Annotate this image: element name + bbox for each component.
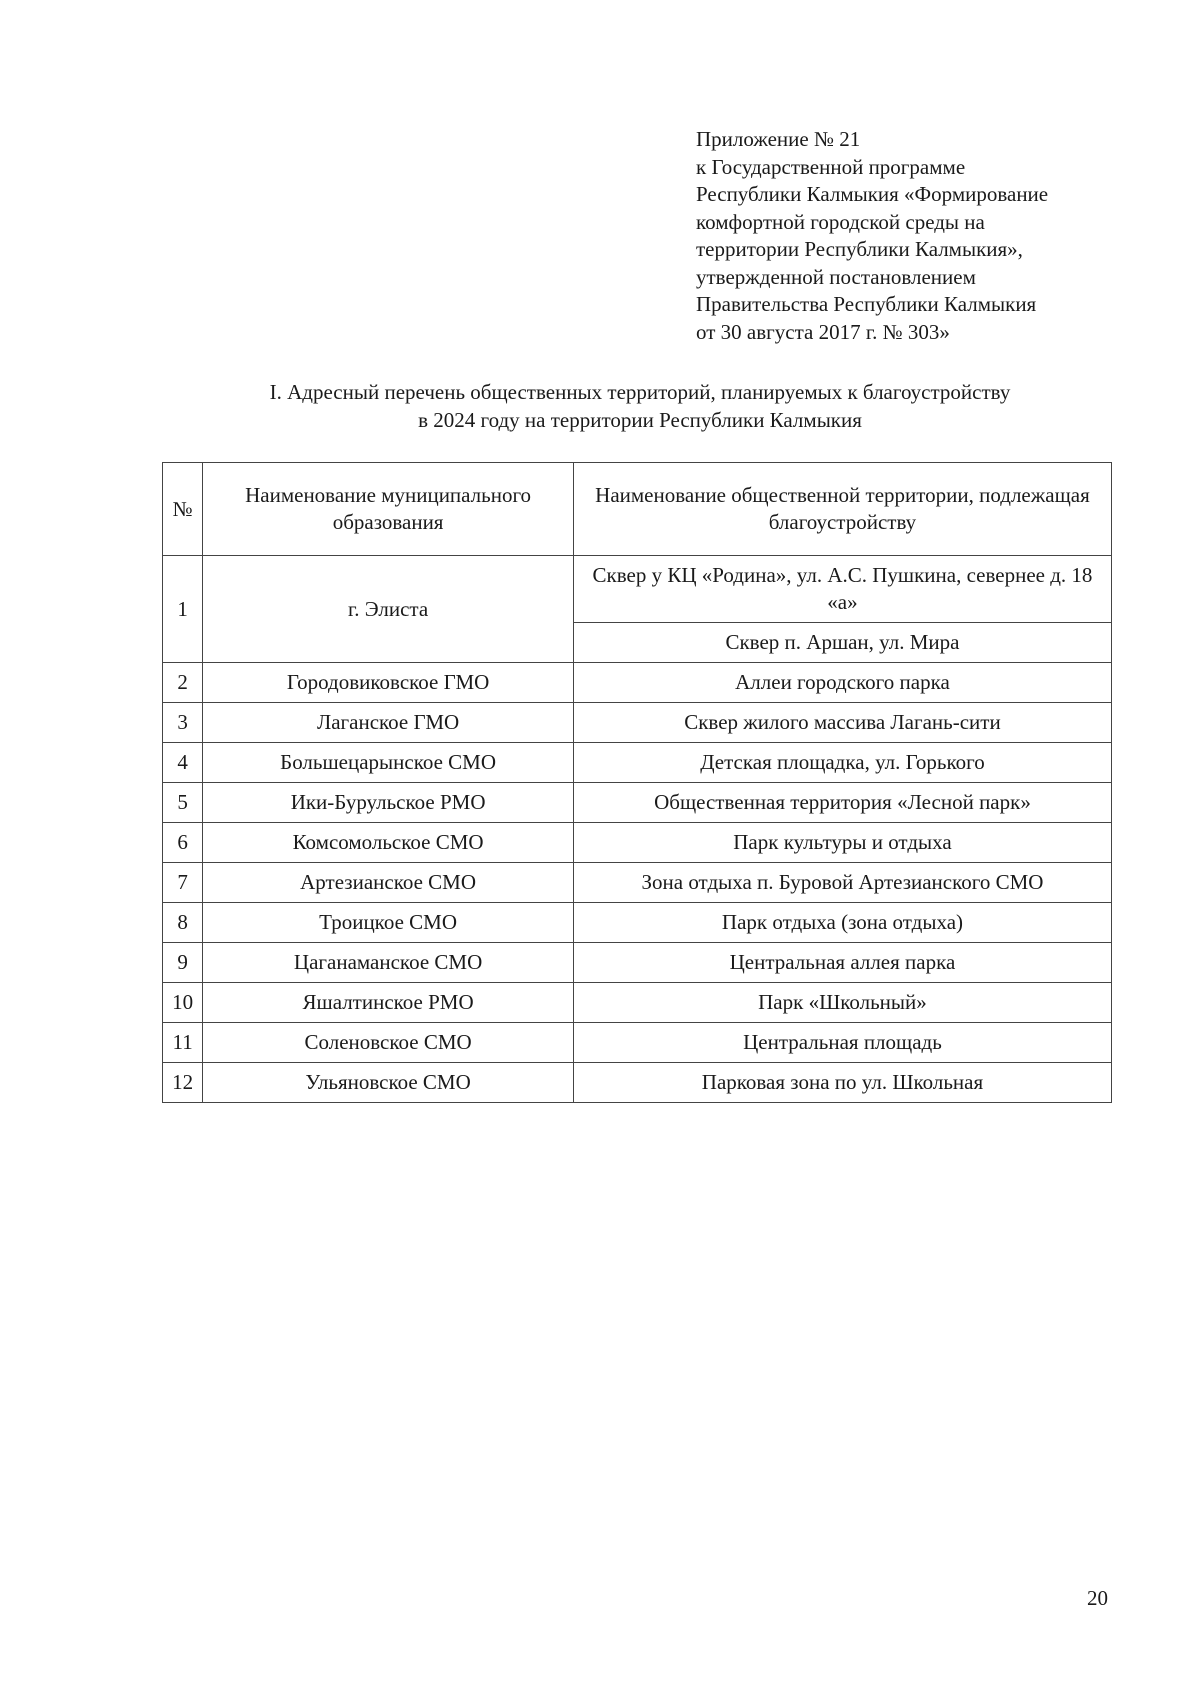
appendix-line: территории Республики Калмыкия», <box>696 237 1023 261</box>
appendix-line: комфортной городской среды на <box>696 209 985 234</box>
document-title <box>100 378 1180 434</box>
header-number: № <box>163 463 203 556</box>
row-number: 3 <box>163 703 203 743</box>
row-number: 9 <box>163 943 203 983</box>
row-municipality: Троицкое СМО <box>203 903 574 943</box>
table-row <box>163 1023 1112 1063</box>
title-line-1: I. Адресный перечень общественных территорий, планируемых к благоустройству <box>269 380 1011 404</box>
row-territory: Аллеи городского парка <box>573 663 1111 703</box>
row-municipality: Городовиковское ГМО <box>203 663 574 703</box>
row-municipality: Артезианское СМО <box>203 863 574 903</box>
table-row <box>163 663 1112 703</box>
row-territory: Сквер п. Аршан, ул. Мира <box>573 623 1111 663</box>
appendix-line: Республики Калмыкия «Формирование <box>696 182 1049 206</box>
table-row <box>163 783 1112 823</box>
row-territory: Парк «Школьный» <box>573 983 1111 1023</box>
page-number: 20 <box>1087 1586 1108 1610</box>
row-number: 1 <box>163 556 203 663</box>
table-row <box>163 743 1112 783</box>
row-municipality: г. Элиста <box>203 556 574 663</box>
territory-table <box>162 462 1112 1103</box>
table-row <box>163 903 1112 943</box>
row-territory: Центральная аллея парка <box>573 943 1111 983</box>
appendix-line: Правительства Республики Калмыкия <box>696 292 1037 316</box>
row-territory: Сквер жилого массива Лагань-сити <box>573 703 1111 743</box>
table-row <box>163 823 1112 863</box>
table-header-row <box>163 463 1112 556</box>
row-territory: Парковая зона по ул. Школьная <box>573 1063 1111 1103</box>
appendix-line: Приложение № 21 <box>696 127 861 151</box>
appendix-note <box>696 126 1136 346</box>
row-number: 6 <box>163 823 203 863</box>
row-number: 10 <box>163 983 203 1023</box>
row-number: 2 <box>163 663 203 703</box>
row-number: 11 <box>163 1023 203 1063</box>
table-row <box>163 556 1112 623</box>
header-municipality: Наименование муниципального образования <box>203 463 574 556</box>
table-row <box>163 863 1112 903</box>
row-territory: Парк отдыха (зона отдыха) <box>573 903 1111 943</box>
row-municipality: Яшалтинское РМО <box>203 983 574 1023</box>
row-territory: Зона отдыха п. Буровой Артезианского СМО <box>573 863 1111 903</box>
row-territory: Центральная площадь <box>573 1023 1111 1063</box>
row-number: 5 <box>163 783 203 823</box>
row-municipality: Ульяновское СМО <box>203 1063 574 1103</box>
row-territory: Общественная территория «Лесной парк» <box>573 783 1111 823</box>
row-municipality: Лаганское ГМО <box>203 703 574 743</box>
appendix-line: от 30 августа 2017 г. № 303» <box>696 319 950 344</box>
appendix-line: к Государственной программе <box>696 154 966 179</box>
row-number: 8 <box>163 903 203 943</box>
table-row <box>163 703 1112 743</box>
row-municipality: Ики-Бурульское РМО <box>203 783 574 823</box>
appendix-line: утвержденной постановлением <box>696 264 976 289</box>
row-municipality: Соленовское СМО <box>203 1023 574 1063</box>
row-municipality: Цаганаманское СМО <box>203 943 574 983</box>
table-row <box>163 943 1112 983</box>
title-line-2: в 2024 году на территории Республики Калмыкия <box>418 408 862 432</box>
row-number: 4 <box>163 743 203 783</box>
row-municipality: Большецарынское СМО <box>203 743 574 783</box>
row-territory: Детская площадка, ул. Горького <box>573 743 1111 783</box>
table-row <box>163 983 1112 1023</box>
header-territory: Наименование общественной территории, подлежащая благоустройству <box>573 463 1111 556</box>
row-territory: Парк культуры и отдыха <box>573 823 1111 863</box>
table-row <box>163 1063 1112 1103</box>
row-number: 12 <box>163 1063 203 1103</box>
row-territory: Сквер у КЦ «Родина», ул. А.С. Пушкина, севернее д. 18 «а» <box>573 556 1111 623</box>
row-number: 7 <box>163 863 203 903</box>
row-municipality: Комсомольское СМО <box>203 823 574 863</box>
